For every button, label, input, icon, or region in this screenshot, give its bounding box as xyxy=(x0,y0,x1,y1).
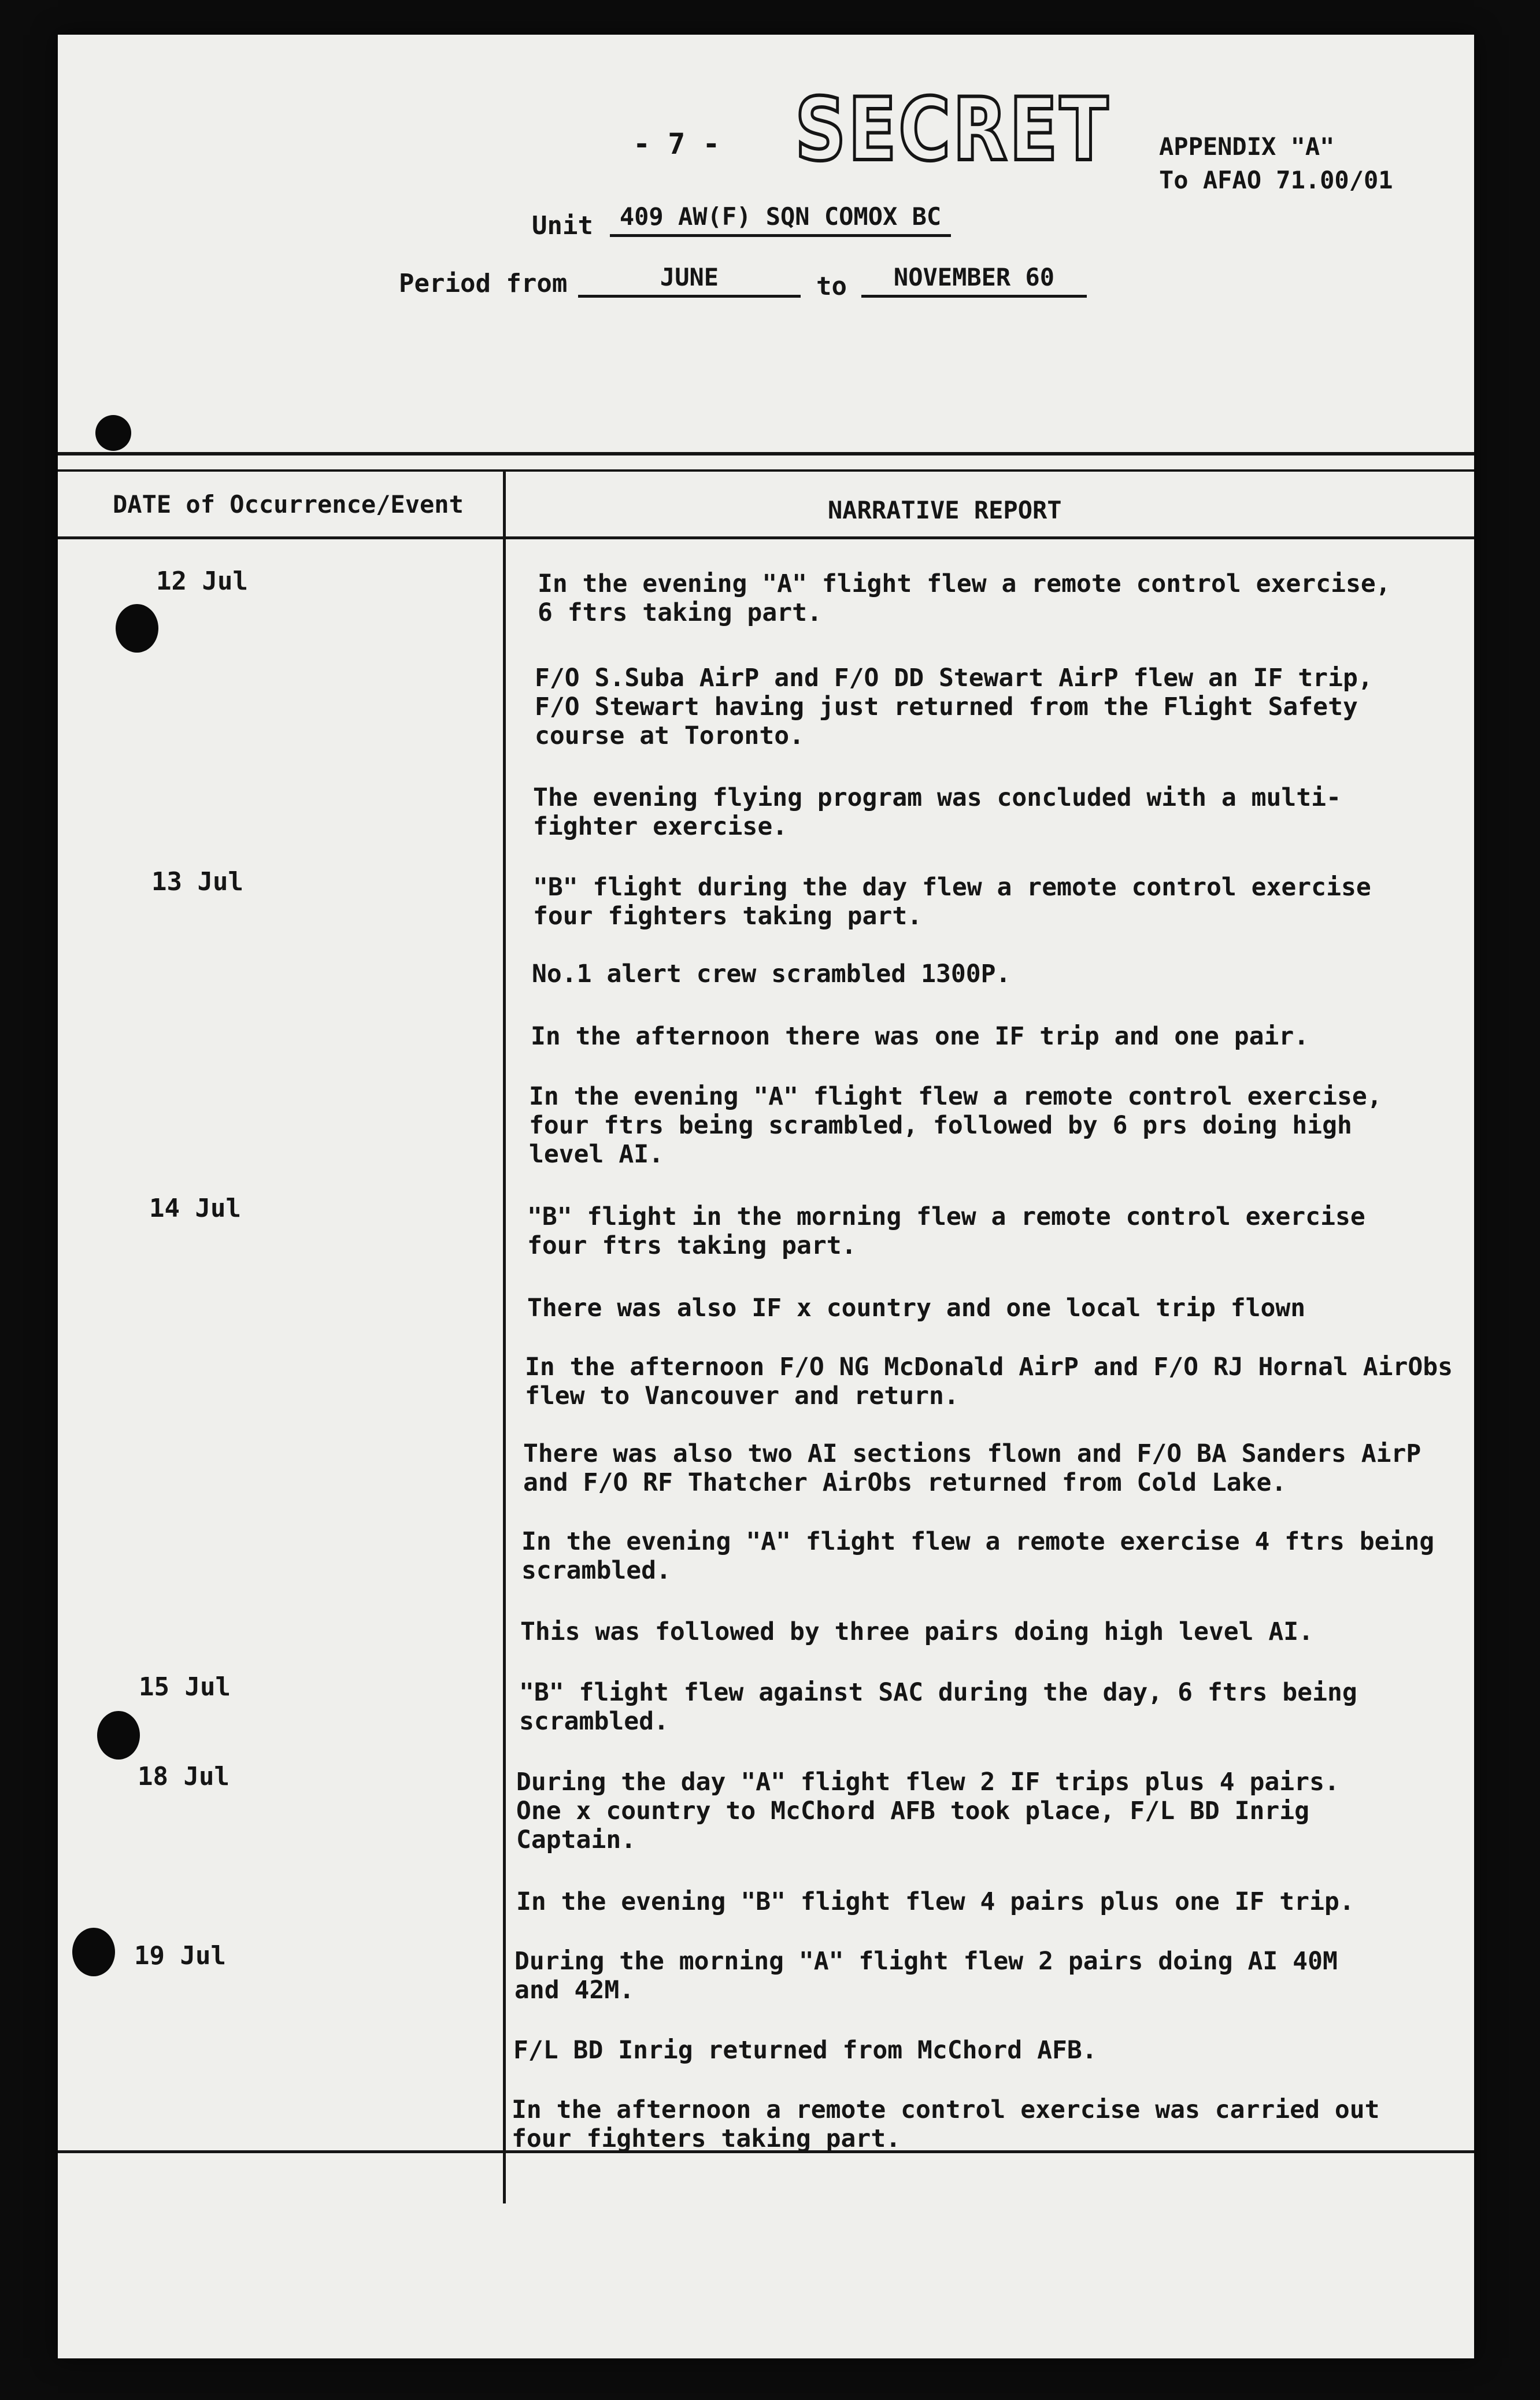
entry-12-jul-2: F/O S.Suba AirP and F/O DD Stewart AirP flew an IF trip, F/O Stewart having just returned from the Flight Safety course at Toronto. xyxy=(535,664,1373,750)
entry-14-jul-3: In the afternoon F/O NG McDonald AirP and F/O RJ Hornal AirObs flew to Vancouver and return. xyxy=(525,1353,1453,1410)
entry-12-jul-1: In the evening "A" flight flew a remote control exercise, 6 ftrs taking part. xyxy=(538,569,1391,627)
date-18-jul: 18 Jul xyxy=(138,1762,229,1791)
entry-13-jul-1: "B" flight during the day flew a remote control exercise four fighters taking part. xyxy=(533,873,1371,931)
entry-19-jul-3: In the afternoon a remote control exercise was carried out four fighters taking part. xyxy=(512,2095,1380,2153)
entry-14-jul-6: This was followed by three pairs doing high level AI. xyxy=(520,1617,1314,1646)
column-divider xyxy=(503,469,506,2203)
entry-14-jul-5: In the evening "A" flight flew a remote exercise 4 ftrs being scrambled. xyxy=(521,1527,1435,1585)
date-13-jul: 13 Jul xyxy=(151,867,243,897)
period-from-value: JUNE xyxy=(578,263,801,298)
date-19-jul: 19 Jul xyxy=(134,1941,226,1971)
entry-18-jul-1: During the day "A" flight flew 2 IF trips plus 4 pairs. One x country to McChord AFB took place, F/L BD Inrig Captain. xyxy=(516,1768,1339,1854)
document-page xyxy=(58,35,1474,2358)
period-label: Period from xyxy=(399,269,568,298)
secret-stamp: SECRET xyxy=(795,80,1110,180)
appendix-line-1: APPENDIX "A" xyxy=(1159,132,1335,161)
punch-hole-2 xyxy=(97,1711,140,1760)
date-14-jul: 14 Jul xyxy=(149,1194,241,1223)
entry-18-jul-2: In the evening "B" flight flew 4 pairs plus one IF trip. xyxy=(516,1887,1354,1916)
entry-12-jul-3: The evening flying program was concluded with a multi- fighter exercise. xyxy=(533,783,1341,841)
entry-13-jul-4: In the evening "A" flight flew a remote control exercise, four ftrs being scrambled, followed by 6 prs doing high level AI. xyxy=(529,1082,1382,1169)
punch-hole-1 xyxy=(116,604,158,653)
entry-19-jul-1: During the morning "A" flight flew 2 pairs doing AI 40M and 42M. xyxy=(514,1947,1338,2005)
header-bottom-rule xyxy=(58,536,1474,539)
punch-hole-3 xyxy=(72,1928,115,1976)
appendix-reference xyxy=(1159,130,1393,197)
entry-19-jul-2: F/L BD Inrig returned from McChord AFB. xyxy=(513,2036,1097,2065)
unit-label: Unit xyxy=(532,211,593,240)
punch-hole-top xyxy=(95,415,131,451)
period-to-value: NOVEMBER 60 xyxy=(861,263,1087,298)
narrative-column-header: NARRATIVE REPORT xyxy=(828,496,1062,524)
period-to-label: to xyxy=(816,272,847,301)
unit-value: 409 AW(F) SQN COMOX BC xyxy=(610,202,951,237)
table-top-rule xyxy=(58,452,1474,455)
entry-13-jul-2: No.1 alert crew scrambled 1300P. xyxy=(532,960,1011,988)
entry-14-jul-2: There was also IF x country and one local trip flown xyxy=(527,1294,1306,1323)
date-12-jul: 12 Jul xyxy=(156,566,248,596)
appendix-line-2: To AFAO 71.00/01 xyxy=(1159,166,1393,194)
entry-14-jul-1: "B" flight in the morning flew a remote control exercise four ftrs taking part. xyxy=(527,1202,1365,1260)
entry-15-jul-1: "B" flight flew against SAC during the day, 6 ftrs being scrambled. xyxy=(519,1678,1357,1736)
entry-13-jul-3: In the afternoon there was one IF trip and one pair. xyxy=(531,1022,1309,1051)
date-15-jul: 15 Jul xyxy=(139,1672,231,1702)
date-column-header: DATE of Occurrence/Event xyxy=(113,490,464,518)
table-top-rule-inner xyxy=(58,469,1474,472)
page-number: - 7 - xyxy=(633,127,720,161)
entry-14-jul-4: There was also two AI sections flown and F/O BA Sanders AirP and F/O RF Thatcher AirObs returned from Cold Lake. xyxy=(523,1439,1421,1497)
